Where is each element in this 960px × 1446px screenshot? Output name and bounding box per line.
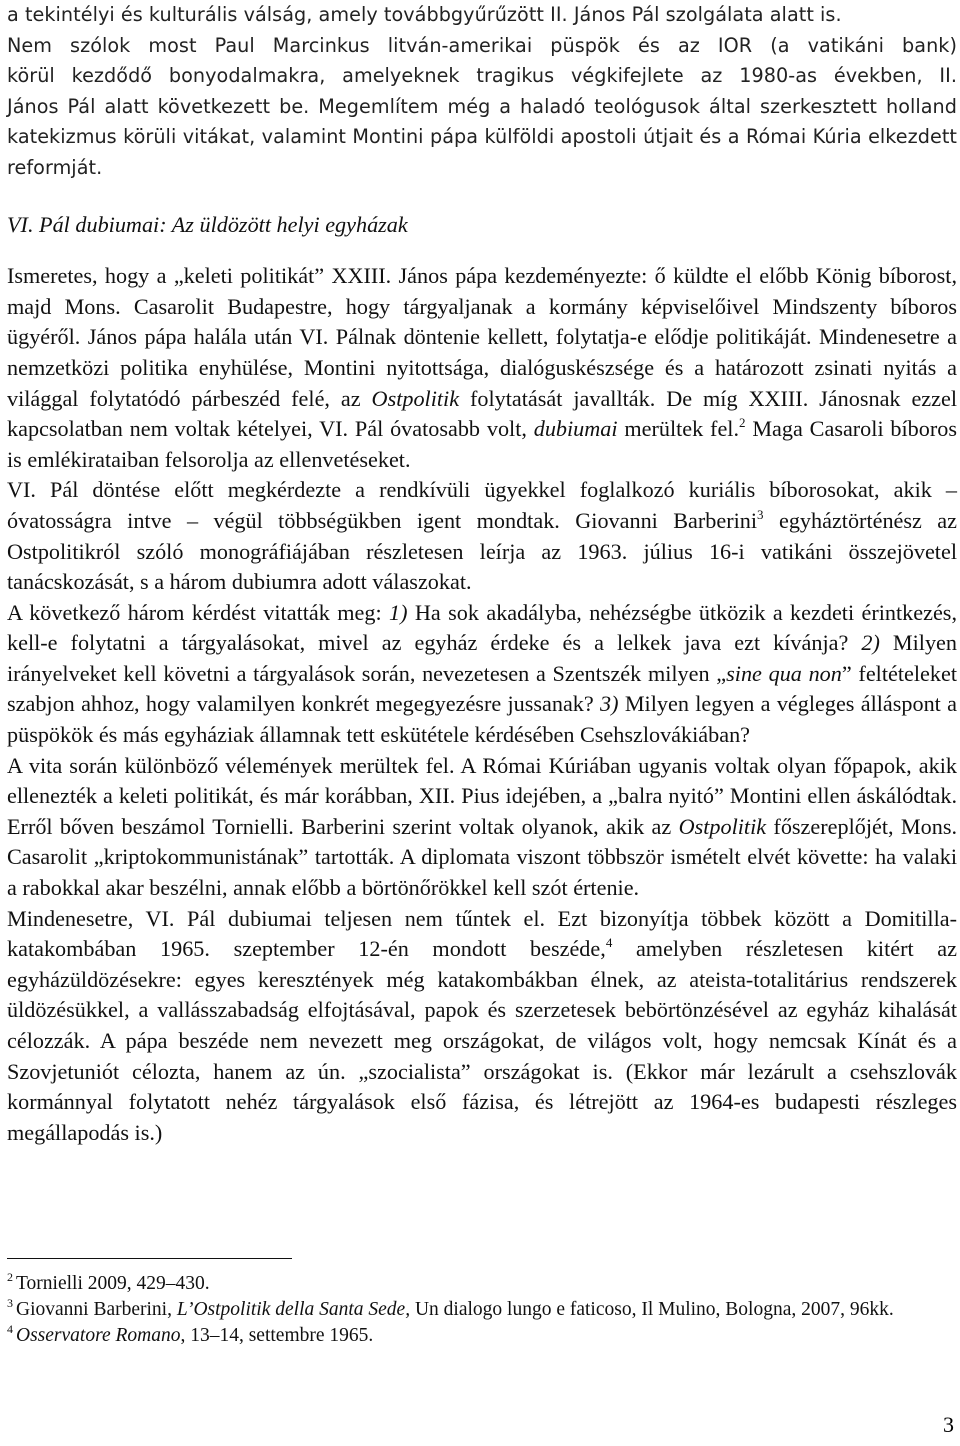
p4-text-a: A vita során különböző vélemények merültek fel. A Római Kúriában ugyanis voltak olyan főpapok, akik ellenezték a keleti politikát, és már korábban, XII. Pius idejében, a „balra nyitó” Montini ellen áskálódtak. Erről bőven beszámol Tornielli. Barberini szerint voltak olyanok, akik az <box>7 752 957 839</box>
footnote-divider <box>7 1258 292 1259</box>
footnote-4-number: 4 <box>7 1322 13 1336</box>
footnote-ref-2[interactable]: 2 <box>739 415 746 431</box>
p5-text-b: amelyben részletesen kitért az egyházüldözésekre: egyes keresztények még katakombákban élnek, az ateista-totalitárius rendszerek üldözésükkel, a vallásszabadság elfojtásával, papok és szerzetesek bebörtönzésével az egyház kihalását célozzák. A pápa beszéde nem nevezett meg országokat, de világos volt, hogy nemcsak Kínát és a Szovjetuniót célozta, hanem az ún. „szocialista” országokat is. (Ekkor már lezárult a csehszlovák kormánnyal folytatott nehéz tárgyalások első fázisa, és létrejött az 1964-es budapesti részleges megállapodás is.) <box>7 936 957 1145</box>
intro-line-1: a tekintélyi és kulturális válság, amely továbbgyűrűzött II. János Pál szolgálata alatt is. <box>7 3 842 26</box>
paragraph-1 <box>7 261 957 475</box>
p1-text-a: Ismeretes, hogy a „keleti politikát” XXIII. János pápa kezdeményezte: ő küldte el előbb König bíborost, majd Mons. Casarolit Budapestre, hogy tárgyaljanak a kormány képviselőivel Mindszenty bíboros ügyéről. János pápa halála után VI. Pálnak döntenie kellett, folytatja-e elődje politikáját. Mindenesetre a nemzetközi politika enyhülése, Montini nyitottsága, dialóguskészsége és a határozott zsinati nyitás a világgal folytatódó párbeszéd felé, az <box>7 263 957 411</box>
paragraph-5 <box>7 904 957 1149</box>
footnote-ref-3[interactable]: 3 <box>757 506 764 522</box>
p3-text-b: Ha sok akadályba, nehézségbe ütközik a kezdeti érintkezés, kell-e folytatni a tárgyalásokat, mivel az egyház érdeke és a lelkek java ezt kívánja? <box>7 599 957 656</box>
p1-italic-dubiumai: dubiumai <box>533 416 618 442</box>
p3-text-a: A következő három kérdést vitatták meg: <box>7 599 389 625</box>
p1-italic-ostpolitik: Ostpolitik <box>371 385 460 411</box>
p3-text-e: Milyen legyen a végleges álláspont a püspökök és más egyháziak államnak tett eskütétele kérdésében Csehszlovákiában? <box>7 691 957 748</box>
p3-italic-sine-qua-non: sine qua non <box>726 660 842 686</box>
paragraph-4 <box>7 751 957 904</box>
footnote-4 <box>7 1323 957 1349</box>
p3-text-d: ” feltételeket szabjon ahhoz, hogy valamilyen konkrét megegyezésre jussanak? <box>7 660 957 717</box>
footnote-4-source: Osservatore Romano <box>16 1325 181 1346</box>
p4-text-b: főszereplőjét, Mons. Casarolit „kriptokommunistának” tartották. A diplomata viszont többször ismételt elvét követte: ha valaki a rabokkal akar beszélni, annak előbb a börtönőrökkel kell szót értenie. <box>7 813 958 901</box>
paragraph-2 <box>7 475 957 597</box>
intro-line-4b: Megemlítem még a haladó teológusok által szerkesztett holland katekizmus körüli vitákat, valamint Montini pápa külföldi apostoli útjait és a Római Kúria elkezdett reformját. <box>7 94 957 179</box>
p1-text-d: Maga Casaroli bíboros is emlékirataiban felsorolja az ellenvetéseket. <box>7 416 957 472</box>
intro-paragraph <box>7 0 957 184</box>
footnote-3-title: L’Ostpolitik della Santa Sede, <box>176 1299 411 1320</box>
p3-italic-1: 1) <box>389 599 408 625</box>
document-page <box>7 0 958 1346</box>
p3-italic-2: 2) <box>861 630 880 656</box>
p4-italic-ostpolitik: Ostpolitik <box>678 813 767 839</box>
p3-text-c: Milyen irányelveket kell követni a tárgyalások során, nevezetesen a Szentszék milyen „ <box>7 630 958 686</box>
page-number: 3 <box>943 1412 954 1437</box>
intro-line-3: körül kezdődő bonyodalmakra, amelyeknek tragikus végkifejlete az 1980-as években, II. <box>7 64 957 88</box>
footnotes <box>7 1271 957 1349</box>
p2-text-a: VI. Pál döntése előtt megkérdezte a rendkívüli ügyekkel foglalkozó kuriális bíborosokat, akik – óvatosságra intve – végül többségükben igent mondtak. Giovanni Barberini <box>7 477 957 533</box>
footnote-2 <box>7 1271 957 1297</box>
footnote-3 <box>7 1297 957 1323</box>
intro-line-4a: János Pál alatt következett be. <box>7 94 310 118</box>
p5-text-a: Mindenesetre, VI. Pál dubiumai teljesen nem tűntek el. Ezt bizonyítja többek között a Domitilla-katakombában 1965. szeptember 12-én mondott beszéde, <box>7 905 957 962</box>
footnote-3-author: Giovanni Barberini, <box>16 1299 177 1320</box>
footnote-ref-4[interactable]: 4 <box>605 935 613 951</box>
footnote-4-rest: , 13–14, settembre 1965. <box>180 1325 374 1346</box>
paragraph-3 <box>7 598 957 751</box>
section-heading: VI. Pál dubiumai: Az üldözött helyi egyházak <box>7 211 408 237</box>
footnote-2-number: 2 <box>7 1270 13 1284</box>
footnote-2-text: Tornielli 2009, 429–430. <box>16 1273 210 1294</box>
intro-tail <box>7 92 957 184</box>
intro-line-2: Nem szólok most Paul Marcinkus litván-amerikai püspök és az IOR (a vatikáni bank) <box>7 33 957 57</box>
footnote-3-number: 3 <box>7 1296 13 1310</box>
p3-italic-3: 3) <box>600 691 619 717</box>
p1-text-c: merültek fel. <box>617 416 740 442</box>
p1-text-b: folytatását javallták. De míg XXIII. Jánosnak ezzel kapcsolatban nem voltak kételyei, VI. Pál óvatosabb volt, <box>7 385 958 442</box>
p2-text-b: egyháztörténész az Ostpolitikról szóló monográfiájában részletesen leírja az 1963. július 16-i vatikáni összejövetel tanácskozását, s a három dubiumra adott válaszokat. <box>7 507 957 595</box>
footnote-3-rest: Un dialogo lungo e faticoso, Il Mulino, Bologna, 2007, 96kk. <box>410 1299 894 1320</box>
